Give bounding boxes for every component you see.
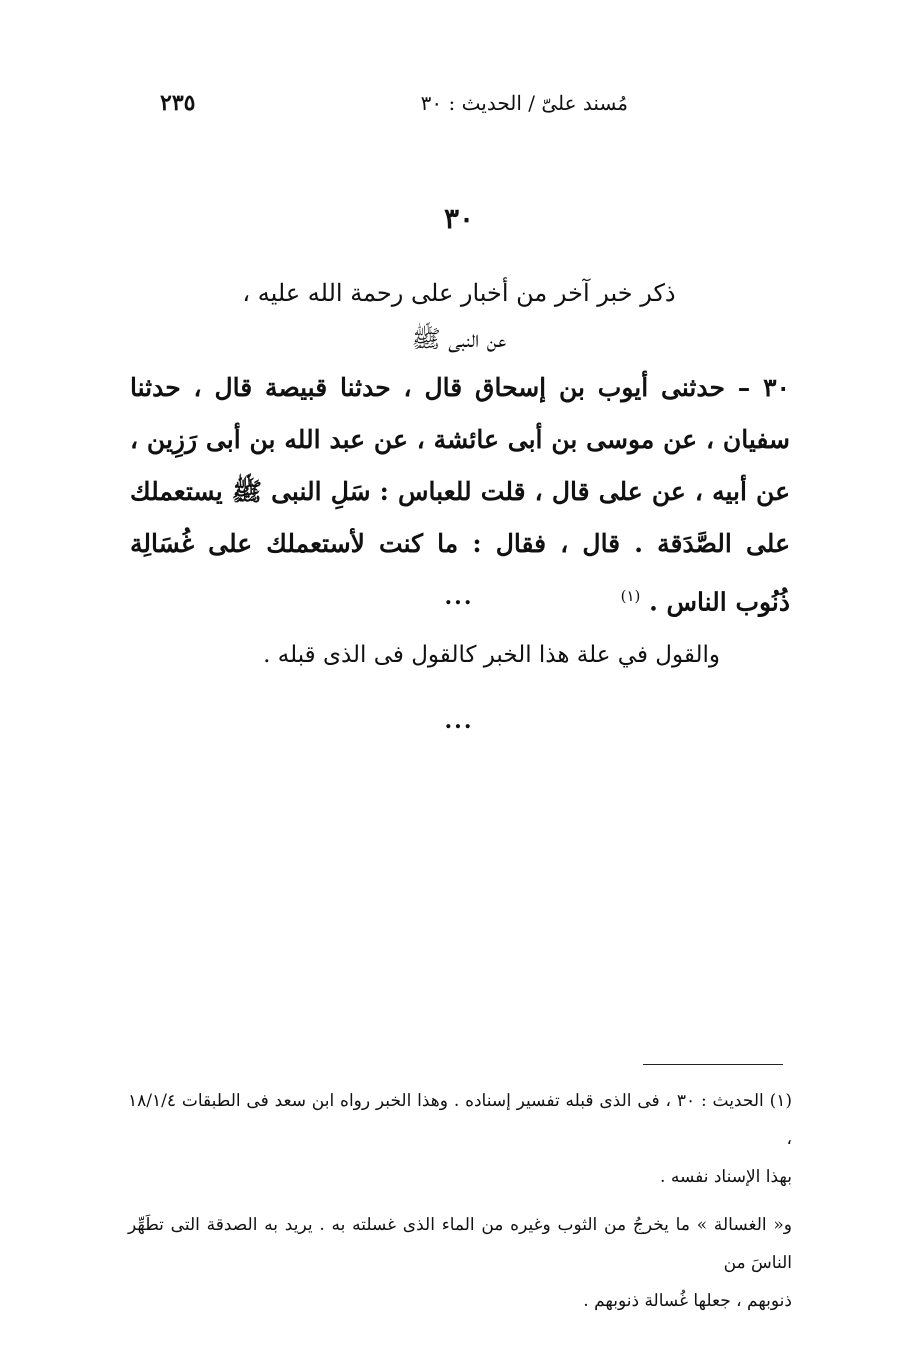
hadith-body: – حدثنى أيوب بن إسحاق قال ، حدثنا قبيصة قال ، حدثنا سفيان ، عن موسى بن أبى عائشة ، عن عبد الله بن أبى رَزِين ، عن أبيه ، عن على قال ، قلت للعباس : سَلِ النبى ﷺ يستعملك على الصَّدَقة . قال ، فقال : ما كنت لأستعملك على غُسَالِة ذُنُوب الناس . [130,373,790,617]
footnote-1-line-2: بهذا الإسناد نفسه . [660,1167,792,1187]
footnote-1-line-1: (١) الحديث : ٣٠ ، فى الذى قبله تفسير إسناده . وهذا الخبر رواه ابن سعد فى الطبقات ١٨/١/٤ ، [128,1091,792,1149]
footnote-reference: (١) [620,587,641,605]
footnote-2 [128,1206,792,1320]
footnote-2-line-2: ذنوبهم ، جعلها غُسالة ذنوبهم . [583,1291,792,1311]
section-title [0,270,918,362]
section-separator-2: ... [444,708,474,734]
running-header-title: مُسند علىّ / الحديث : ٣٠ [420,91,628,115]
section-title-line-1: ذكر خبر آخر من أخبار على رحمة الله عليه ، [242,279,676,307]
hadith-number: ٣٠ [763,373,790,402]
section-separator-1: ... [444,584,474,610]
footnote-1 [128,1082,792,1196]
section-title-line-2: عن النبى ﷺ [411,325,507,353]
running-header [160,86,628,120]
page-number: ٢٣٥ [160,90,196,116]
footnotes [128,1082,792,1320]
commentary-text: والقول في علة هذا الخبر كالقول فى الذى قبله . [263,642,720,668]
footnote-divider [643,1064,783,1065]
section-number: ٣٠ [443,202,475,235]
footnote-2-line-1: و« الغسالة » ما يخرجُ من الثوب وغيره من الماء الذى غسلته به . يريد به الصدقة التى تطَهِّر الناسَ من [128,1215,792,1273]
